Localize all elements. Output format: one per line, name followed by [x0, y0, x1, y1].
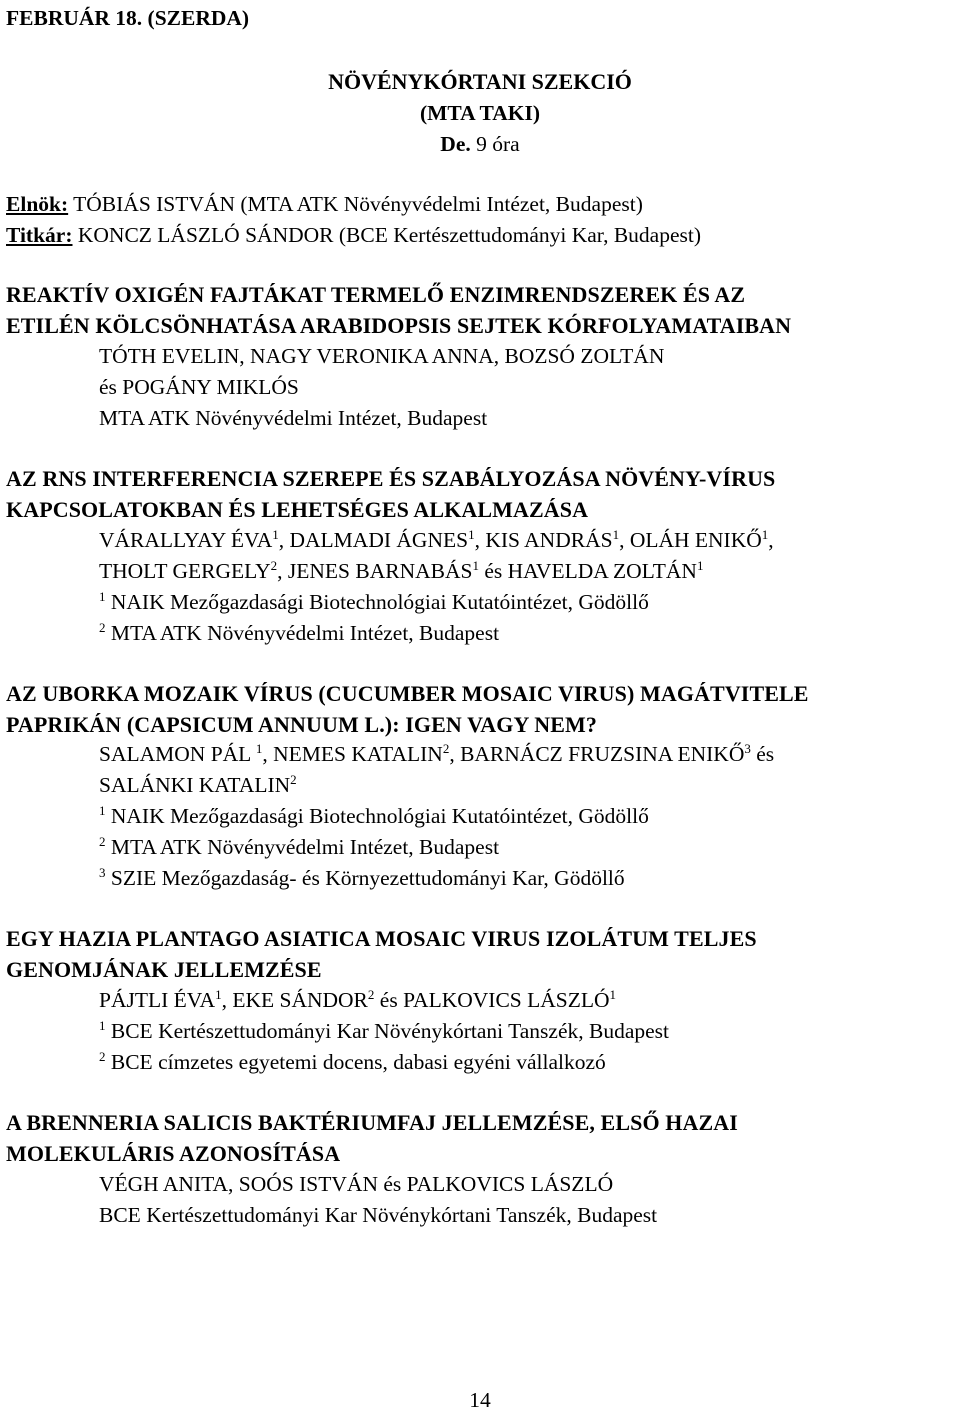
talk-authors	[99, 741, 775, 766]
talk-authors	[99, 527, 774, 552]
talk-affiliation: MTA ATK Növényvédelmi Intézet, Budapest	[99, 406, 488, 430]
chair-line	[6, 194, 643, 216]
author-name: EKE SÁNDOR	[232, 988, 368, 1012]
affiliation-text: BCE Kertészettudományi Kar Növénykórtani Tanszék, Budapest	[105, 1019, 670, 1043]
talk-affiliation	[99, 834, 500, 859]
author-name: THOLT GERGELY	[99, 559, 271, 583]
talk-title: PAPRIKÁN (CAPSICUM ANNUUM L.): IGEN VAGY NEM?	[6, 712, 597, 737]
affiliation-text: SZIE Mezőgazdaság- és Környezettudományi Kar, Gödöllő	[105, 866, 625, 890]
affiliation-text: NAIK Mezőgazdasági Biotechnológiai Kutatóintézet, Gödöllő	[105, 804, 649, 828]
talk-affiliation	[99, 1049, 606, 1074]
author-sup: 1	[255, 741, 263, 756]
author-name: BARNÁCZ FRUZSINA ENIKŐ	[460, 742, 745, 766]
author-name: OLÁH ENIKŐ	[629, 528, 762, 552]
chair-label: Elnök:	[6, 192, 69, 216]
talk-affiliation	[99, 620, 500, 645]
author-sup: 2	[367, 987, 375, 1002]
session-date: FEBRUÁR 18. (SZERDA)	[6, 6, 250, 30]
author-sep: ,	[278, 528, 290, 552]
author-name: PALKOVICS LÁSZLÓ	[403, 988, 610, 1012]
author-name: KIS ANDRÁS	[485, 528, 613, 552]
author-sep: és	[374, 988, 404, 1012]
talk-title: EGY HAZIA PLANTAGO ASIATICA MOSAIC VIRUS IZOLÁTUM TELJES	[6, 926, 757, 951]
affiliation-num: 3	[99, 865, 106, 880]
page-number: 14	[469, 1388, 491, 1412]
author-sep: ,	[221, 988, 233, 1012]
affiliation-num: 2	[99, 620, 106, 635]
talk-affiliation: BCE Kertészettudományi Kar Növénykórtani Tanszék, Budapest	[99, 1203, 658, 1227]
author-sup: 2	[290, 772, 297, 787]
author-sup: 1	[612, 527, 620, 542]
affiliation-text: MTA ATK Növényvédelmi Intézet, Budapest	[105, 621, 500, 645]
author-sep: és	[750, 742, 775, 766]
talk-authors	[99, 558, 704, 583]
affiliation-text: NAIK Mezőgazdasági Biotechnológiai Kutatóintézet, Gödöllő	[105, 590, 649, 614]
affiliation-num: 2	[99, 834, 106, 849]
author-sup: 1	[215, 987, 222, 1002]
author-sup: 1	[696, 558, 704, 573]
secretary-line	[6, 225, 701, 247]
author-name: VÁRALLYAY ÉVA	[99, 528, 273, 552]
affiliation-text: MTA ATK Növényvédelmi Intézet, Budapest	[105, 835, 500, 859]
author-sup: 1	[472, 558, 479, 573]
session-time	[0, 134, 960, 156]
section-title: NÖVÉNYKÓRTANI SZEKCIÓ	[328, 69, 632, 94]
author-sup: 2	[442, 741, 450, 756]
affiliation-num: 1	[99, 1018, 106, 1033]
talk-authors: és POGÁNY MIKLÓS	[99, 375, 299, 399]
talk-affiliation	[99, 803, 649, 828]
affiliation-num: 1	[99, 589, 106, 604]
affiliation-text: BCE címzetes egyetemi docens, dabasi egyéni vállalkozó	[105, 1050, 606, 1074]
author-sup: 1	[468, 527, 475, 542]
author-sep: ,	[768, 528, 774, 552]
author-name: NEMES KATALIN	[273, 742, 443, 766]
talk-authors	[99, 772, 297, 797]
author-sep: ,	[262, 742, 274, 766]
talk-title: KAPCSOLATOKBAN ÉS LEHETSÉGES ALKALMAZÁSA	[6, 497, 589, 522]
talk-title: A BRENNERIA SALICIS BAKTÉRIUMFAJ JELLEMZÉSE, ELSŐ HAZAI	[6, 1110, 738, 1135]
author-sup: 2	[270, 558, 278, 573]
talk-title: AZ RNS INTERFERENCIA SZEREPE ÉS SZABÁLYOZÁSA NÖVÉNY-VÍRUS	[6, 466, 776, 491]
talk-affiliation	[99, 1018, 670, 1043]
author-sep: ,	[449, 742, 461, 766]
talk-title: REAKTÍV OXIGÉN FAJTÁKAT TERMELŐ ENZIMRENDSZEREK ÉS AZ	[6, 282, 746, 307]
talk-authors	[99, 987, 617, 1012]
author-sep: és	[478, 559, 508, 583]
talk-affiliation	[99, 865, 625, 890]
talk-title: GENOMJÁNAK JELLEMZÉSE	[6, 957, 322, 982]
author-name: HAVELDA ZOLTÁN	[507, 559, 697, 583]
author-name: PÁJTLI ÉVA	[99, 988, 216, 1012]
author-sup: 1	[761, 527, 769, 542]
section-venue: (MTA TAKI)	[419, 101, 541, 125]
session-time-value: 9 óra	[476, 132, 520, 156]
author-sep: ,	[474, 528, 486, 552]
author-name: DALMADI ÁGNES	[289, 528, 469, 552]
affiliation-num: 2	[99, 1049, 106, 1064]
author-name: JENES BARNABÁS	[287, 559, 473, 583]
author-sep: ,	[619, 528, 630, 552]
author-sup: 1	[272, 527, 279, 542]
author-sup: 1	[609, 987, 617, 1002]
talk-affiliation	[99, 589, 649, 614]
author-name: SALAMON PÁL	[99, 742, 256, 766]
talk-title: ETILÉN KÖLCSÖNHATÁSA ARABIDOPSIS SEJTEK KÓRFOLYAMATAIBAN	[6, 313, 792, 338]
secretary-value: KONCZ LÁSZLÓ SÁNDOR (BCE Kertészettudományi Kar, Budapest)	[72, 223, 702, 247]
talk-authors: TÓTH EVELIN, NAGY VERONIKA ANNA, BOZSÓ ZOLTÁN	[99, 344, 665, 368]
talk-authors: VÉGH ANITA, SOÓS ISTVÁN és PALKOVICS LÁSZLÓ	[99, 1172, 614, 1196]
talk-title: AZ UBORKA MOZAIK VÍRUS (CUCUMBER MOSAIC VIRUS) MAGÁTVITELE	[6, 681, 809, 706]
author-sep: ,	[277, 559, 288, 583]
author-name: SALÁNKI KATALIN	[99, 773, 291, 797]
session-time-prefix: De.	[440, 132, 471, 156]
affiliation-num: 1	[99, 803, 106, 818]
author-sup: 3	[744, 741, 751, 756]
chair-value: TÓBIÁS ISTVÁN (MTA ATK Növényvédelmi Intézet, Budapest)	[68, 192, 643, 216]
talk-title: MOLEKULÁRIS AZONOSÍTÁSA	[6, 1141, 341, 1166]
secretary-label: Titkár:	[6, 223, 73, 247]
